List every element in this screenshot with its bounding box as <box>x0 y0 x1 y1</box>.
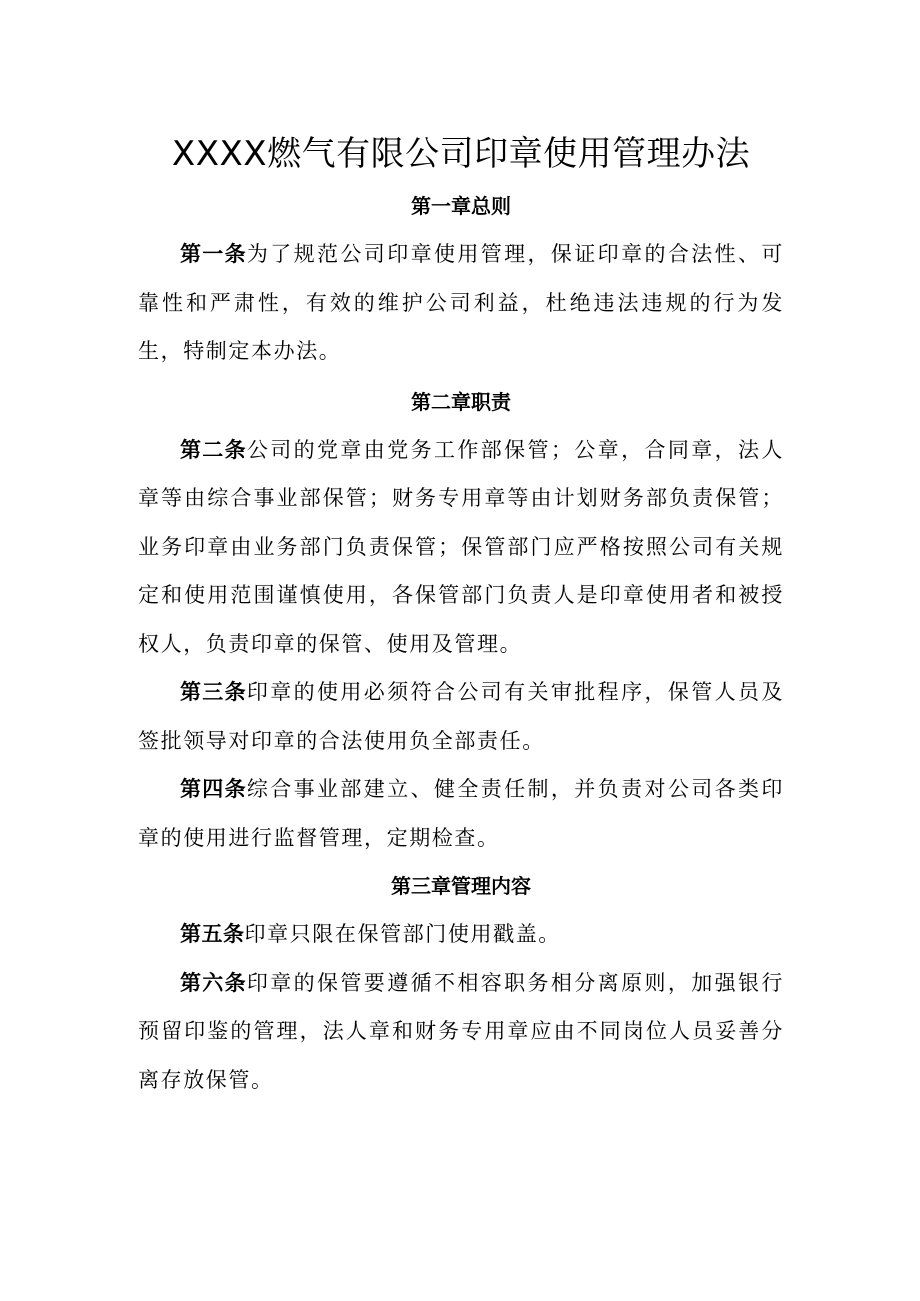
article-text: 印章的使用必须符合公司有关审批程序，保管人员及签批领导对印章的合法使用负全部责任。 <box>138 680 784 753</box>
article-label: 第三条 <box>180 680 247 704</box>
article-text: 印章的保管要遵循不相容职务相分离原则，加强银行预留印鉴的管理，法人章和财务专用章应由不同岗位人员妥善分离存放保管。 <box>138 970 784 1092</box>
chapter-heading-2: 第二章职责 <box>411 389 511 414</box>
document-page <box>138 128 784 1104</box>
article-label: 第五条 <box>180 922 245 946</box>
article-2 <box>138 426 784 669</box>
article-label: 第六条 <box>180 970 247 995</box>
article-text: 为了规范公司印章使用管理，保证印章的合法性、可靠性和严肃性，有效的维护公司利益，杜绝违法违规的行为发生，特制定本办法。 <box>138 242 784 363</box>
article-1 <box>138 230 784 376</box>
article-label: 第二条 <box>180 437 247 462</box>
article-3 <box>138 668 784 765</box>
document-title: XXXX燃气有限公司印章使用管理办法 <box>171 134 751 174</box>
article-5 <box>138 910 784 959</box>
chapter-heading-1: 第一章总则 <box>411 194 511 218</box>
article-6 <box>138 959 784 1105</box>
article-label: 第一条 <box>180 242 247 266</box>
article-label: 第四条 <box>180 777 247 801</box>
article-4 <box>138 765 784 862</box>
article-text: 印章只限在保管部门使用戳盖。 <box>244 922 561 946</box>
article-text: 公司的党章由党务工作部保管；公章，合同章，法人章等由综合事业部保管；财务专用章等由计划财务部负责保管；业务印章由业务部门负责保管；保管部门应严格按照公司有关规定和使用范围谨慎使用，各保管部门负责人是印章使用者和被授权人，负责印章的保管、使用及管理。 <box>138 437 784 656</box>
chapter-heading-3: 第三章管理内容 <box>391 874 531 898</box>
article-text: 综合事业部建立、健全责任制，并负责对公司各类印章的使用进行监督管理，定期检查。 <box>138 777 784 850</box>
